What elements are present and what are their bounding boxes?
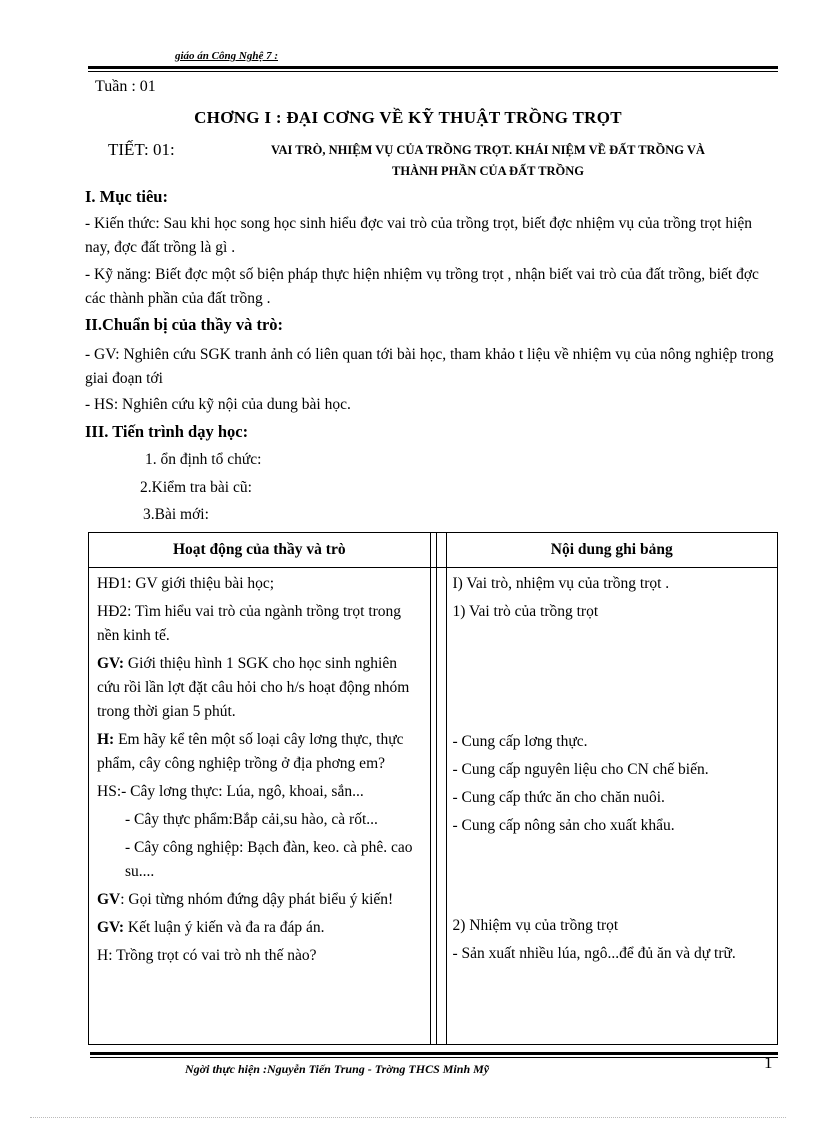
speaker-label: GV: (97, 655, 124, 672)
page-edge-divider (30, 1117, 786, 1118)
activities-cell (89, 568, 431, 1045)
preparation-teacher: - GV: Nghiên cứu SGK tranh ảnh có liên quan tới bài học, tham khảo t liệu về nhiệm vụ của nông nghiệp trong giai đoạn tới (85, 346, 774, 387)
content-line: 2) Nhiệm vụ của trồng trọt (452, 917, 619, 934)
lesson-label: TIẾT: 01: (108, 140, 175, 159)
lesson-title-line1: VAI TRÒ, NHIỆM VỤ CỦA TRỒNG TRỌT. KHÁI NIỆM VỀ ĐẤT TRỒNG VÀ (271, 143, 705, 157)
col-header-content: Nội dung ghi bảng (446, 533, 778, 568)
activity-text: : Gọi từng nhóm đứng dậy phát biểu ý kiến! (120, 891, 394, 908)
speaker-label: GV: (97, 919, 124, 936)
page-number: 1 (764, 1053, 773, 1072)
objectives-skills: - Kỹ năng: Biết đợc một số biện pháp thực hiện nhiệm vụ trồng trọt , nhận biết vai trò của đất trồng, biết đợc các thành phần của đất trồng . (85, 266, 759, 307)
content-line: - Cung cấp thức ăn cho chăn nuôi. (452, 789, 665, 806)
preparation-student: - HS: Nghiên cứu kỹ nội của dung bài học. (85, 396, 351, 413)
speaker-label: H: (97, 731, 115, 748)
process-heading: III. Tiến trình dạy học: (85, 422, 249, 441)
objectives-knowledge: - Kiến thức: Sau khi học song học sinh hiểu đợc vai trò của trồng trọt, biết đợc nhiệm vụ của trồng trọt hiện nay, đợc đất trồng là gì . (85, 215, 753, 256)
footer-rule (90, 1052, 778, 1055)
content-line: - Sản xuất nhiều lúa, ngô...để đủ ăn và dự trữ. (452, 945, 736, 962)
spacer-cell (436, 568, 446, 1045)
content-gap (453, 842, 772, 914)
activity-line: HĐ2: Tìm hiểu vai trò của ngành trồng trọt trong nền kinh tế. (97, 603, 402, 644)
content-line: I) Vai trò, nhiệm vụ của trồng trọt . (452, 575, 670, 592)
page-header: giáo án Công Nghệ 7 : (175, 50, 278, 62)
lesson-title (198, 140, 778, 182)
header-rule (88, 66, 778, 69)
page-footer: Ngời thực hiện :Nguyễn Tiến Trung - Trờng THCS Minh Mỹ (185, 1062, 490, 1076)
activity-text: Giới thiệu hình 1 SGK cho học sinh nghiên cứu rồi lần lợt đặt câu hỏi cho h/s hoạt động nhóm trong thời gian 5 phút. (97, 655, 410, 720)
content-gap (453, 628, 772, 730)
process-step: 1. ổn định tổ chức: (145, 451, 262, 468)
footer-rule-thin (90, 1057, 778, 1058)
objectives-heading: I. Mục tiêu: (85, 187, 168, 206)
speaker-label: GV (97, 891, 121, 908)
process-step: 2.Kiểm tra bài cũ: (140, 479, 252, 496)
content-line: - Cung cấp lơng thực. (452, 733, 588, 750)
activity-line: HĐ1: GV giới thiệu bài học; (97, 575, 275, 592)
content-line: 1) Vai trò của trồng trọt (452, 603, 599, 620)
col-header-activities: Hoạt động của thầy và trò (89, 533, 431, 568)
lesson-table (88, 532, 778, 1045)
content-line: - Cung cấp nguyên liệu cho CN chế biến. (452, 761, 709, 778)
activity-line (97, 728, 422, 776)
content-cell (446, 568, 778, 1045)
header-rule-thin (88, 71, 778, 72)
preparation-heading: II.Chuẩn bị của thầy và trò: (85, 315, 284, 334)
process-step: 3.Bài mới: (143, 506, 209, 523)
activity-line: HS:- Cây lơng thực: Lúa, ngô, khoai, sắn... (97, 783, 364, 800)
content-line: - Cung cấp nông sản cho xuất khẩu. (452, 817, 675, 834)
col-spacer (436, 533, 446, 568)
activity-line (97, 888, 422, 912)
activity-text: Kết luận ý kiến và đa ra đáp án. (124, 919, 325, 936)
chapter-title: CHƠNG I : ĐẠI CƠNG VỀ KỸ THUẬT TRỒNG TRỌT (194, 108, 622, 127)
week-label: Tuần : 01 (95, 78, 156, 95)
activity-line (97, 916, 422, 940)
activity-line (97, 652, 422, 724)
activity-line: - Cây công nghiệp: Bạch đàn, keo. cà phê. cao su.... (125, 839, 413, 880)
lesson-title-line2: THÀNH PHẦN CỦA ĐẤT TRỒNG (392, 164, 584, 178)
activity-line: H: Trồng trọt có vai trò nh thế nào? (97, 947, 317, 964)
activity-text: Em hãy kể tên một số loại cây lơng thực, thực phẩm, cây công nghiệp trồng ở địa phơng em? (97, 731, 404, 772)
activity-line: - Cây thực phẩm:Bắp cải,su hào, cà rốt... (125, 811, 378, 828)
